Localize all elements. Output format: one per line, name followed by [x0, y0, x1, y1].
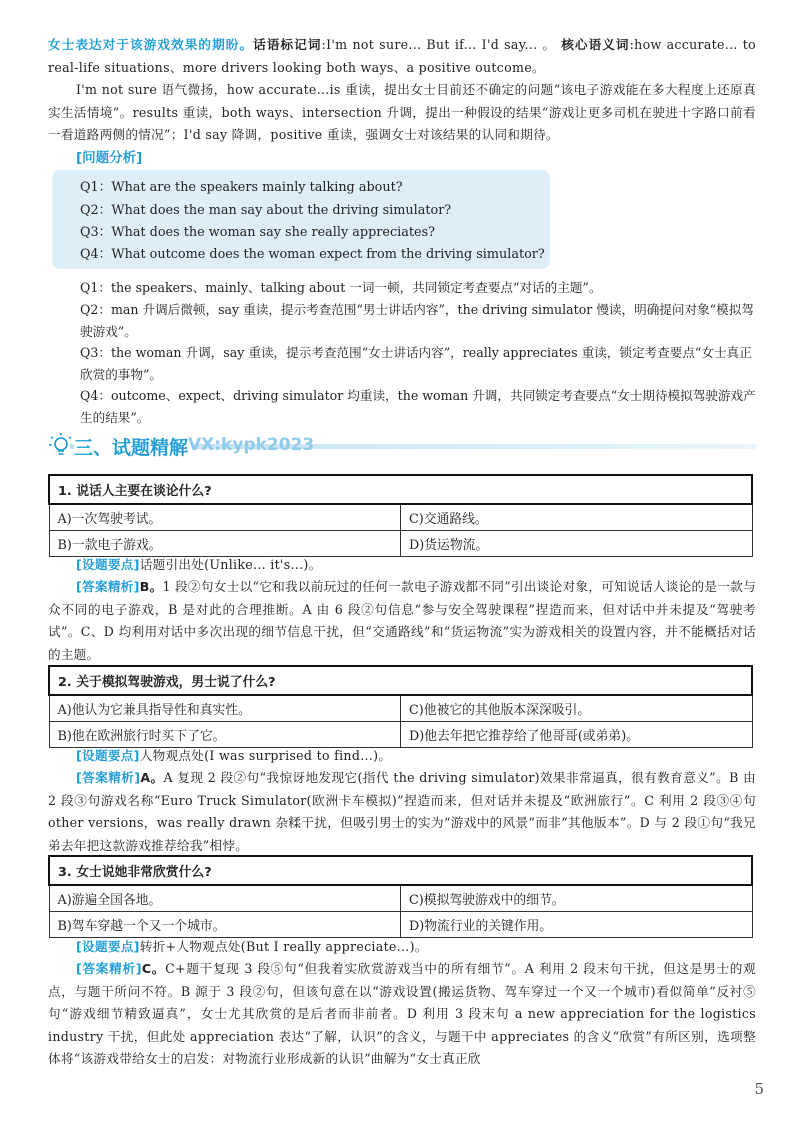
option-c: C)他被它的其他版本深深吸引。: [401, 695, 753, 722]
option-a: A)他认为它兼具指导性和真实性。: [49, 695, 401, 722]
option-c: C)交通路线。: [401, 504, 753, 531]
watermark-text: VX:kypk2023: [188, 435, 315, 455]
key-point-2: [设题要点]人物观点处(I was surprised to find...)。: [76, 748, 392, 763]
analysis-q2: Q2：man 升调后微顿，say 重读，提示考查范围“男士讲话内容”，the driving simulator 慢读，明确提问对象“模拟驾驶游戏”。: [80, 302, 754, 339]
option-b: B)驾车穿越一个又一个城市。: [49, 912, 401, 938]
core-label: 核心语义词: [561, 37, 630, 52]
option-b: B)他在欧洲旅行时买下了它。: [49, 722, 401, 748]
question-table-2: [48, 665, 753, 748]
key-point-1: [设题要点]话题引出处(Unlike... it's...)。: [76, 557, 322, 572]
section-title: 三、试题精解: [74, 433, 194, 460]
option-c: C)模拟驾驶游戏中的细节。: [401, 885, 753, 912]
answer-analysis-2: [答案精析]A。A 复现 2 段②句“我惊讶地发现它(指代 the driving simulator)效果非常逼真，很有教育意义”。B 由 2 段③句游戏名称“Euro Truck Simulator(欧洲卡车模拟)”捏造而来，但对话并未提及“欧洲旅行”。C 利用 2 段③④句 other versions，was really drawn 杂糅干扰，但吸引男士的实为“游戏中的风景”而非“其他版本”。D 与 2 段①句“我兄弟去年把这款游戏推荐给我”相悖。: [48, 770, 756, 853]
page-number: 5: [754, 1080, 764, 1098]
option-b: B)一款电子游戏。: [49, 531, 401, 557]
marker-label: 话语标记词: [253, 37, 322, 52]
answer-analysis-1: [答案精析]B。1 段②句女士以“它和我以前玩过的任何一款电子游戏都不同”引出谈论对象，可知说话人谈论的是一款与众不同的电子游戏，B 是对此的合理推断。A 由 6 段②句信息“参与安全驾驶课程”捏造而来，但对话中并未提及“驾驶考试”。C、D 均利用对话中多次出现的细节信息干扰，但“交通路线”和“货运物流”实为游戏相关的设置内容，并不能概括对话的主题。: [48, 579, 756, 662]
question-table-3: [48, 855, 753, 938]
question-q3: Q3：What does the woman say she really appreciates?: [80, 225, 436, 240]
question-q2: Q2：What does the man say about the driving simulator?: [80, 203, 452, 218]
question-analysis-label: [问题分析]: [76, 150, 143, 166]
section-heading: [48, 431, 756, 461]
question-q4: Q4：What outcome does the woman expect from the driving simulator?: [80, 247, 545, 262]
question-stem: 3. 女士说她非常欣赏什么?: [49, 856, 752, 885]
marker-text: :I'm not sure... But if... I'd say... 。: [321, 37, 557, 52]
intro-paragraph-2: I'm not sure 语气微扬，how accurate...is 重读，提出女士目前还不确定的问题“该电子游戏能在多大程度上还原真实生活情境”。results 重读，both ways、intersection 升调，提出一种假设的结果“游戏让更多司机在驶进十字路口前看一看道路两侧的情况”；I'd say 降调，positive 重读，强调女士对该结果的认同和期待。: [48, 82, 756, 142]
question-stem: 2. 关于模拟驾驶游戏，男士说了什么?: [49, 666, 752, 695]
option-a: A)游遍全国各地。: [49, 885, 401, 912]
analysis-q3: Q3：the woman 升调，say 重读，提示考查范围“女士讲话内容”，really appreciates 重读，锁定考查要点“女士真正欣赏的事物”。: [80, 345, 752, 382]
question-stem: 1. 说话人主要在谈论什么?: [49, 475, 752, 504]
answer-analysis-3: [答案精析]C。C+题干复现 3 段⑤句“但我着实欣赏游戏当中的所有细节”。A 利用 2 段末句干扰，但这是男士的观点，与题干所问不符。B 源于 3 段②句，但该句意在以“游戏设置(搬运货物、驾车穿过一个又一个城市)看似简单”反衬⑤句“游戏细节精致逼真”，女士尤其欣赏的是后者而非前者。D 利用 3 段末句 a new appreciation for the logistics industry 干扰，但此处 appreciation 表达“了解，认识”的含义，与题干中 appreciates 的含义“欣赏”有所区别，选项整体将“该游戏带给女士的启发：对物流行业形成新的认识”曲解为“女士真正欣: [48, 961, 757, 1066]
option-d: D)他去年把它推荐给了他哥哥(或弟弟)。: [401, 722, 753, 748]
intro-highlight: 女士表达对于该游戏效果的期盼。: [48, 37, 254, 52]
option-a: A)一次驾驶考试。: [49, 504, 401, 531]
question-q1: Q1：What are the speakers mainly talking about?: [80, 180, 403, 195]
option-d: D)物流行业的关键作用。: [401, 912, 753, 938]
option-d: D)货运物流。: [401, 531, 753, 557]
core-text: :how accurate... to real-life situations、more drivers looking both ways、a positive outcome。: [48, 37, 757, 75]
analysis-q1: Q1：the speakers、mainly、talking about 一词一顿，共同锁定考查要点“对话的主题”。: [80, 280, 602, 295]
key-point-3: [设题要点]转折+人物观点处(But I really appreciate...)。: [76, 939, 428, 954]
analysis-q4: Q4：outcome、expect、driving simulator 均重读，the woman 升调，共同锁定考查要点“女士期待模拟驾驶游戏产生的结果”。: [80, 388, 756, 425]
question-table-1: [48, 474, 753, 557]
intro-paragraph-1: [48, 34, 756, 79]
